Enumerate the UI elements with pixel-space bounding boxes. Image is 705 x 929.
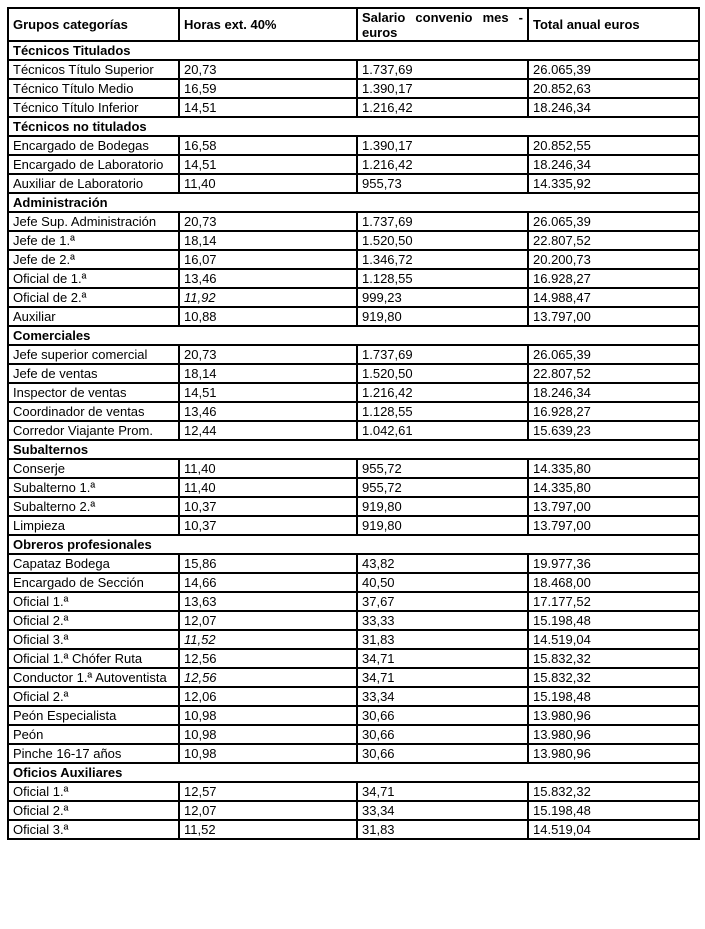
cell-horas: 10,37 [179, 497, 357, 516]
section-title: Oficios Auxiliares [8, 763, 699, 782]
cell-categoria: Encargado de Sección [8, 573, 179, 592]
cell-salario: 1.737,69 [357, 212, 528, 231]
cell-horas: 16,59 [179, 79, 357, 98]
cell-total: 13.797,00 [528, 497, 699, 516]
cell-salario: 1.216,42 [357, 98, 528, 117]
cell-horas: 12,07 [179, 801, 357, 820]
table-row [8, 307, 699, 326]
cell-total: 15.198,48 [528, 801, 699, 820]
cell-horas: 13,63 [179, 592, 357, 611]
table-row [8, 668, 699, 687]
cell-total: 14.519,04 [528, 820, 699, 839]
table-row [8, 136, 699, 155]
cell-salario: 33,33 [357, 611, 528, 630]
cell-total: 13.980,96 [528, 744, 699, 763]
cell-total: 18.468,00 [528, 573, 699, 592]
cell-salario: 1.520,50 [357, 364, 528, 383]
cell-horas: 20,73 [179, 345, 357, 364]
cell-salario: 1.390,17 [357, 79, 528, 98]
cell-salario: 30,66 [357, 725, 528, 744]
table-row [8, 820, 699, 839]
section-title: Comerciales [8, 326, 699, 345]
cell-salario: 33,34 [357, 687, 528, 706]
cell-categoria: Capataz Bodega [8, 554, 179, 573]
cell-horas: 13,46 [179, 402, 357, 421]
cell-total: 14.519,04 [528, 630, 699, 649]
cell-horas: 11,52 [179, 630, 357, 649]
table-row [8, 402, 699, 421]
cell-salario: 955,72 [357, 459, 528, 478]
cell-categoria: Encargado de Bodegas [8, 136, 179, 155]
cell-horas: 11,40 [179, 459, 357, 478]
cell-total: 18.246,34 [528, 155, 699, 174]
cell-horas: 12,44 [179, 421, 357, 440]
cell-categoria: Oficial de 1.ª [8, 269, 179, 288]
cell-total: 18.246,34 [528, 98, 699, 117]
table-row [8, 516, 699, 535]
cell-total: 14.335,92 [528, 174, 699, 193]
cell-salario: 30,66 [357, 706, 528, 725]
cell-horas: 16,07 [179, 250, 357, 269]
cell-horas: 20,73 [179, 212, 357, 231]
cell-total: 18.246,34 [528, 383, 699, 402]
cell-total: 26.065,39 [528, 60, 699, 79]
column-header-label: Grupos categorías [13, 17, 128, 32]
table-row [8, 459, 699, 478]
cell-categoria: Inspector de ventas [8, 383, 179, 402]
cell-categoria: Jefe Sup. Administración [8, 212, 179, 231]
cell-categoria: Oficial de 2.ª [8, 288, 179, 307]
column-header-total [528, 8, 699, 41]
table-row [8, 345, 699, 364]
cell-salario: 919,80 [357, 516, 528, 535]
cell-categoria: Corredor Viajante Prom. [8, 421, 179, 440]
column-header-horas [179, 8, 357, 41]
cell-horas: 12,57 [179, 782, 357, 801]
cell-total: 14.988,47 [528, 288, 699, 307]
cell-total: 19.977,36 [528, 554, 699, 573]
table-row [8, 364, 699, 383]
table-row [8, 687, 699, 706]
cell-categoria: Oficial 3.ª [8, 820, 179, 839]
cell-total: 13.797,00 [528, 307, 699, 326]
cell-total: 22.807,52 [528, 364, 699, 383]
cell-categoria: Auxiliar [8, 307, 179, 326]
cell-horas: 15,86 [179, 554, 357, 573]
cell-salario: 919,80 [357, 497, 528, 516]
cell-horas: 18,14 [179, 231, 357, 250]
cell-total: 17.177,52 [528, 592, 699, 611]
cell-categoria: Conductor 1.ª Autoventista [8, 668, 179, 687]
cell-total: 15.832,32 [528, 782, 699, 801]
cell-horas: 11,52 [179, 820, 357, 839]
cell-salario: 999,23 [357, 288, 528, 307]
cell-horas: 10,98 [179, 744, 357, 763]
salary-table-body [8, 41, 699, 839]
cell-salario: 34,71 [357, 782, 528, 801]
cell-horas: 11,40 [179, 478, 357, 497]
cell-total: 22.807,52 [528, 231, 699, 250]
cell-categoria: Limpieza [8, 516, 179, 535]
table-row [8, 554, 699, 573]
cell-total: 13.980,96 [528, 706, 699, 725]
cell-horas: 13,46 [179, 269, 357, 288]
cell-categoria: Oficial 1.ª [8, 782, 179, 801]
cell-categoria: Conserje [8, 459, 179, 478]
table-row [8, 60, 699, 79]
cell-categoria: Peón Especialista [8, 706, 179, 725]
table-row [8, 250, 699, 269]
cell-categoria: Técnico Título Medio [8, 79, 179, 98]
table-row [8, 573, 699, 592]
table-row [8, 630, 699, 649]
table-row [8, 649, 699, 668]
cell-categoria: Oficial 2.ª [8, 687, 179, 706]
table-row [8, 497, 699, 516]
section-title: Obreros profesionales [8, 535, 699, 554]
table-row [8, 231, 699, 250]
cell-horas: 11,92 [179, 288, 357, 307]
cell-salario: 1.042,61 [357, 421, 528, 440]
cell-salario: 33,34 [357, 801, 528, 820]
cell-horas: 11,40 [179, 174, 357, 193]
section-row [8, 440, 699, 459]
cell-total: 14.335,80 [528, 478, 699, 497]
cell-categoria: Pinche 16-17 años [8, 744, 179, 763]
salary-table [7, 7, 700, 840]
cell-horas: 14,51 [179, 155, 357, 174]
table-row [8, 155, 699, 174]
section-row [8, 41, 699, 60]
cell-horas: 20,73 [179, 60, 357, 79]
cell-categoria: Oficial 1.ª [8, 592, 179, 611]
header-row [8, 8, 699, 41]
cell-categoria: Subalterno 2.ª [8, 497, 179, 516]
cell-salario: 1.520,50 [357, 231, 528, 250]
column-header-label-line2: euros [362, 24, 398, 40]
cell-horas: 12,56 [179, 649, 357, 668]
cell-total: 26.065,39 [528, 212, 699, 231]
cell-salario: 40,50 [357, 573, 528, 592]
table-row [8, 592, 699, 611]
cell-total: 15.832,32 [528, 649, 699, 668]
cell-categoria: Jefe de 2.ª [8, 250, 179, 269]
table-row [8, 421, 699, 440]
cell-categoria: Jefe de 1.ª [8, 231, 179, 250]
cell-salario: 919,80 [357, 307, 528, 326]
cell-salario: 34,71 [357, 649, 528, 668]
cell-horas: 10,98 [179, 725, 357, 744]
cell-salario: 1.737,69 [357, 345, 528, 364]
cell-categoria: Coordinador de ventas [8, 402, 179, 421]
cell-categoria: Oficial 3.ª [8, 630, 179, 649]
table-row [8, 212, 699, 231]
table-row [8, 98, 699, 117]
cell-categoria: Encargado de Laboratorio [8, 155, 179, 174]
section-title: Técnicos no titulados [8, 117, 699, 136]
cell-categoria: Oficial 2.ª [8, 611, 179, 630]
cell-categoria: Auxiliar de Laboratorio [8, 174, 179, 193]
table-row [8, 478, 699, 497]
cell-categoria: Técnico Título Inferior [8, 98, 179, 117]
cell-total: 20.852,63 [528, 79, 699, 98]
cell-total: 26.065,39 [528, 345, 699, 364]
cell-salario: 955,73 [357, 174, 528, 193]
table-row [8, 706, 699, 725]
cell-total: 16.928,27 [528, 269, 699, 288]
cell-horas: 16,58 [179, 136, 357, 155]
cell-horas: 14,66 [179, 573, 357, 592]
cell-salario: 1.128,55 [357, 402, 528, 421]
cell-total: 15.639,23 [528, 421, 699, 440]
cell-salario: 43,82 [357, 554, 528, 573]
cell-total: 15.198,48 [528, 611, 699, 630]
table-row [8, 782, 699, 801]
cell-salario: 34,71 [357, 668, 528, 687]
section-row [8, 193, 699, 212]
cell-categoria: Subalterno 1.ª [8, 478, 179, 497]
cell-horas: 10,88 [179, 307, 357, 326]
cell-salario: 1.216,42 [357, 155, 528, 174]
cell-horas: 12,56 [179, 668, 357, 687]
table-row [8, 744, 699, 763]
cell-salario: 1.128,55 [357, 269, 528, 288]
column-header-label: Horas ext. 40% [184, 17, 277, 32]
cell-total: 13.797,00 [528, 516, 699, 535]
section-title: Administración [8, 193, 699, 212]
cell-total: 20.200,73 [528, 250, 699, 269]
table-row [8, 611, 699, 630]
cell-categoria: Técnicos Título Superior [8, 60, 179, 79]
cell-categoria: Jefe de ventas [8, 364, 179, 383]
table-row [8, 801, 699, 820]
column-header-salario [357, 8, 528, 41]
section-row [8, 326, 699, 345]
cell-salario: 1.346,72 [357, 250, 528, 269]
cell-horas: 10,98 [179, 706, 357, 725]
cell-horas: 14,51 [179, 98, 357, 117]
cell-salario: 30,66 [357, 744, 528, 763]
cell-categoria: Oficial 2.ª [8, 801, 179, 820]
cell-total: 13.980,96 [528, 725, 699, 744]
column-header-label-line1: Salario convenio mes - [362, 9, 523, 25]
cell-total: 15.832,32 [528, 668, 699, 687]
column-header-grupos [8, 8, 179, 41]
table-row [8, 79, 699, 98]
cell-horas: 14,51 [179, 383, 357, 402]
cell-horas: 18,14 [179, 364, 357, 383]
cell-horas: 12,07 [179, 611, 357, 630]
table-row [8, 383, 699, 402]
cell-horas: 10,37 [179, 516, 357, 535]
cell-salario: 1.216,42 [357, 383, 528, 402]
cell-total: 15.198,48 [528, 687, 699, 706]
table-row [8, 174, 699, 193]
cell-salario: 955,72 [357, 478, 528, 497]
cell-categoria: Oficial 1.ª Chófer Ruta [8, 649, 179, 668]
table-row [8, 288, 699, 307]
cell-salario: 1.390,17 [357, 136, 528, 155]
cell-categoria: Peón [8, 725, 179, 744]
cell-salario: 31,83 [357, 630, 528, 649]
cell-total: 14.335,80 [528, 459, 699, 478]
cell-total: 20.852,55 [528, 136, 699, 155]
cell-salario: 37,67 [357, 592, 528, 611]
section-title: Subalternos [8, 440, 699, 459]
section-row [8, 763, 699, 782]
cell-salario: 31,83 [357, 820, 528, 839]
cell-total: 16.928,27 [528, 402, 699, 421]
section-row [8, 117, 699, 136]
cell-categoria: Jefe superior comercial [8, 345, 179, 364]
table-row [8, 269, 699, 288]
cell-salario: 1.737,69 [357, 60, 528, 79]
section-title: Técnicos Titulados [8, 41, 699, 60]
section-row [8, 535, 699, 554]
cell-horas: 12,06 [179, 687, 357, 706]
table-row [8, 725, 699, 744]
salary-table-header [8, 8, 699, 41]
column-header-label: Total anual euros [533, 17, 640, 32]
